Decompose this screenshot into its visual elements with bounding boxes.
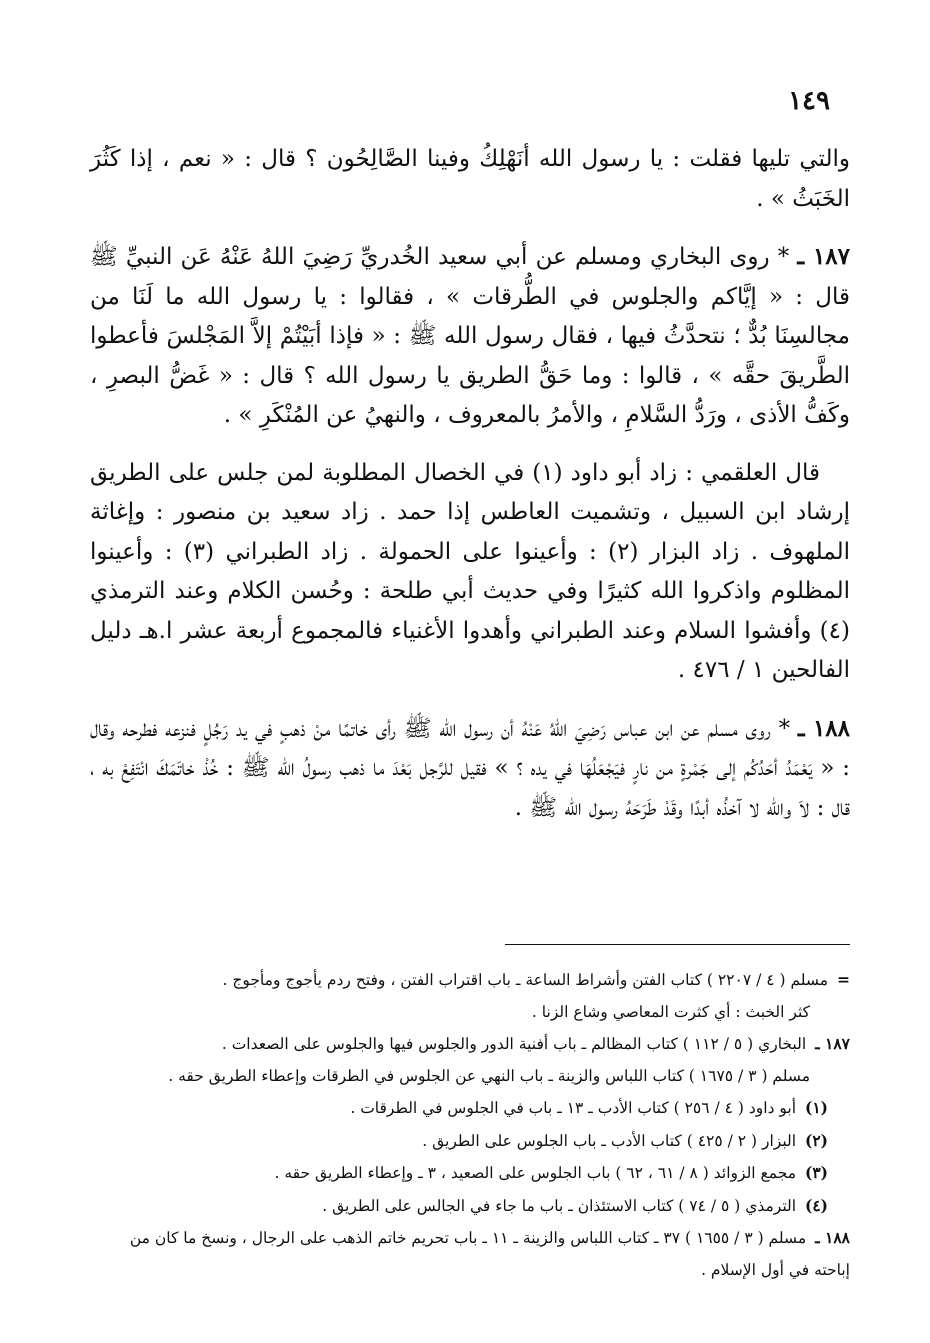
paragraph-hadith-188 [90,709,850,829]
footnote [90,1061,850,1093]
footnote-marker: (١) [804,1098,828,1117]
footnote [90,1190,850,1223]
paragraph-text: قال العلقمي : زاد أبو داود (١) في الخصال المطلوبة لمن جلس على الطريق إرشاد ابن السبيل ، وتشميت العاطس إذا حمد . زاد سعيد بن منصور : وإغاثة الملهوف . زاد البزار (٢) : وأعينوا على الحمولة . زاد الطبراني (٣) : وأعينوا المظلوم واذكروا الله كثيرًا وفي حديث أبي طلحة : وحُسن الكلام وعند الترمذي (٤) وأفشوا السلام وعند الطبراني وأهدوا الأغنياء فالمجموع أربعة عشر ا.هـ دليل الفالحين ١ / ٤٧٦ . [90,459,850,683]
page-number: ١٤٩ [788,86,830,116]
footnote-text: كثر الخبث : أي كثرت المعاصي وشاع الزنا . [531,1002,810,1021]
footnote-text: مجمع الزوائد ( ٨ / ٦١ ، ٦٢ ) باب الجلوس على الصعيد ، ٣ ـ وإعطاء الطريق حقه . [274,1164,797,1182]
footnote-marker: (٣) [804,1163,828,1182]
footnote [90,1222,850,1286]
footnote [90,1028,850,1061]
footnote-marker: = [837,970,850,989]
footnote-marker: (٤) [804,1195,828,1215]
footnote [90,1125,850,1158]
paragraph-text: * روى مسلم عن ابن عباس رَضِيَ اللهُ عَنْهُ أن رسول الله ﷺ رأى خاتمًا منْ ذهبٍ في يد رَجُلٍ فنزعه فطرحه وقال : « يَعْمَدُ أحَدُكُم إلى جَمْرةٍ من نارٍ فيَجْعَلُهَا في يده ؟ » فقيل للرَّجل بَعْدَ ما ذهب رسولُ الله ﷺ : خُذْ خاتَمَكَ انْتَفِعْ به ، قال : لاَ والله لا آخذُه أبدًا وقَدْ طَرَحَهُ رسول الله ﷺ . [90,715,850,821]
footnote-text: أبو داود ( ٤ / ٢٥٦ ) كتاب الأدب ـ ١٣ ـ باب في الجلوس في الطرقات . [350,1099,797,1117]
footnote-marker: ١٨٨ ـ [815,1228,850,1247]
footnote [90,964,850,997]
footnote-marker: ١٨٧ ـ [815,1034,850,1053]
footnote-text: مسلم ( ٣ / ١٦٧٥ ) كتاب اللباس والزينة ـ باب النهي عن الجلوس في الطرقات وإعطاء الطريق حقه . [168,1066,810,1085]
footnote-text: البزار ( ٢ / ٤٢٥ ) كتاب الأدب ـ باب الجلوس على الطريق . [422,1131,797,1150]
hadith-number: ١٨٧ ـ [797,243,851,270]
footnotes [90,964,850,1286]
footnote [90,1092,850,1125]
footnote [90,997,850,1029]
footnote-text: البخاري ( ٥ / ١١٢ ) كتاب المظالم ـ باب أفنية الدور والجلوس فيها والجلوس على الصعدات . [221,1035,807,1053]
paragraph-hadith-187 [90,237,850,436]
paragraph-commentary [90,454,850,691]
main-text [90,140,850,846]
footnote-text: الترمذي ( ٥ / ٧٤ ) كتاب الاستئذان ـ باب ما جاء في الجالس على الطريق . [322,1196,797,1215]
footnote-text: مسلم ( ٣ / ١٦٥٥ ) ٣٧ ـ كتاب اللباس والزينة ـ ١١ ـ باب تحريم خاتم الذهب على الرجال ، ونسخ ما كان من إباحته في أول الإسلام . [129,1229,850,1279]
hadith-number: ١٨٨ ـ [797,714,851,742]
paragraph-text: والتي تليها فقلت : يا رسول الله أنَهْلِكُ وفينا الصَّالِحُون ؟ قال : « نعم ، إذا كَثُرَ الخَبَثُ » . [90,146,850,212]
paragraph-continuation [90,140,850,219]
footnote-text: مسلم ( ٤ / ٢٢٠٧ ) كتاب الفتن وأشراط الساعة ـ باب اقتراب الفتن ، وفتح ردم يأجوج ومأجوج . [222,971,829,989]
paragraph-text: * روى البخاري ومسلم عن أبي سعيد الخُدريِّ رَضِيَ اللهُ عَنْهُ عَن النبيِّ ﷺ قال : « إيَّاكم والجلوس في الطُّرقات » ، فقالوا : يا رسول الله ما لَنَا من مجالسِنَا بُدٌّ ؛ نتحدَّثُ فيها ، فقال رسول الله ﷺ : « فإذا أبَيْتُمْ إلاَّ المَجْلسَ فأعطوا الطَّريقَ حقَّه » ، قالوا : وما حَقُّ الطريق يا رسول الله ؟ قال : « غَضُّ البصرِ ، وكَفُّ الأذى ، ورَدُّ السَّلامِ ، والأمرُ بالمعروف ، والنهيُ عن المُنْكَرِ » . [90,244,850,428]
footnote-marker: (٢) [804,1130,828,1150]
footnote [90,1157,850,1190]
footnote-divider [505,944,850,945]
